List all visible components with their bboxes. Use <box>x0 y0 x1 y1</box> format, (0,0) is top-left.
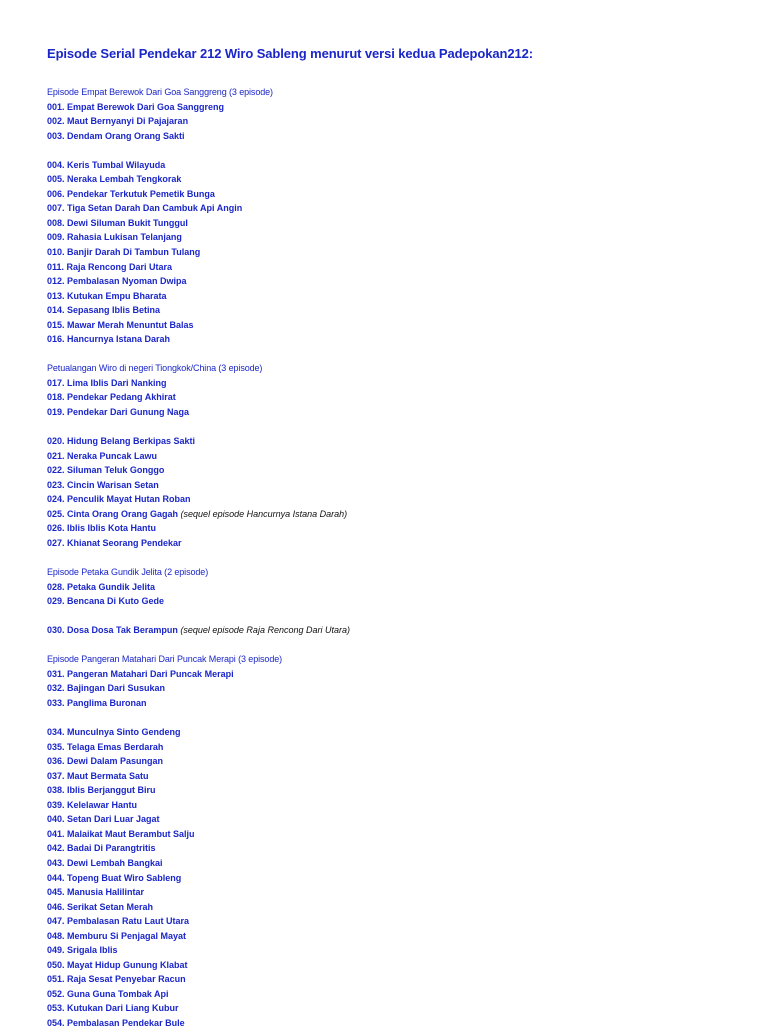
episode-title: 042. Badai Di Parangtritis <box>47 843 156 854</box>
episode-title: 021. Neraka Puncak Lawu <box>47 450 158 461</box>
episode-item <box>47 187 747 202</box>
episode-title: 047. Pembalasan Ratu Laut Utara <box>47 916 190 927</box>
episode-item <box>47 434 747 449</box>
episode-item <box>47 303 747 318</box>
episode-title: 038. Iblis Berjanggut Biru <box>47 785 156 796</box>
episode-title: 022. Siluman Teluk Gonggo <box>47 465 165 476</box>
episode-item <box>47 871 747 886</box>
blank-line <box>47 638 747 653</box>
section-heading-text: Episode Petaka Gundik Jelita (2 episode) <box>47 567 209 578</box>
blank-line <box>47 551 747 566</box>
episode-title: 048. Memburu Si Penjagal Mayat <box>47 930 187 941</box>
episode-item <box>47 929 747 944</box>
episode-title: 016. Hancurnya Istana Darah <box>47 334 171 345</box>
episode-item <box>47 696 747 711</box>
episode-title: 015. Mawar Merah Menuntut Balas <box>47 319 194 330</box>
episode-title: 025. Cinta Orang Orang Gagah <box>47 508 179 519</box>
episode-item <box>47 1001 747 1016</box>
episode-title: 007. Tiga Setan Darah Dan Cambuk Api Angin <box>47 203 243 214</box>
episode-item <box>47 827 747 842</box>
episode-item <box>47 623 747 638</box>
episode-item <box>47 230 747 245</box>
episode-item <box>47 580 747 595</box>
blank-line <box>47 609 747 624</box>
episode-item <box>47 812 747 827</box>
episode-item <box>47 754 747 769</box>
episode-title: 023. Cincin Warisan Setan <box>47 479 159 490</box>
episode-item <box>47 478 747 493</box>
episode-item <box>47 769 747 784</box>
episode-title: 008. Dewi Siluman Bukit Tunggul <box>47 217 188 228</box>
episode-title: 009. Rahasia Lukisan Telanjang <box>47 232 182 243</box>
episode-title: 030. Dosa Dosa Tak Berampun <box>47 625 178 636</box>
episode-item <box>47 216 747 231</box>
episode-item <box>47 841 747 856</box>
episode-item <box>47 536 747 551</box>
episode-title: 006. Pendekar Terkutuk Pemetik Bunga <box>47 188 215 199</box>
episode-title: 054. Pembalasan Pendekar Bule <box>47 1018 185 1028</box>
episode-title: 050. Mayat Hidup Gunung Klabat <box>47 959 188 970</box>
episode-note: (sequel episode Hancurnya Istana Darah) <box>178 508 348 519</box>
episode-item <box>47 172 747 187</box>
episode-title: 041. Malaikat Maut Berambut Salju <box>47 828 195 839</box>
episode-title: 003. Dendam Orang Orang Sakti <box>47 130 185 141</box>
blank-line <box>47 711 747 726</box>
episode-item <box>47 1016 747 1031</box>
episode-title: 002. Maut Bernyanyi Di Pajajaran <box>47 116 189 127</box>
episode-item <box>47 376 747 391</box>
episode-title: 019. Pendekar Dari Gunung Naga <box>47 407 190 418</box>
episode-item <box>47 594 747 609</box>
episode-item <box>47 943 747 958</box>
episode-item <box>47 129 747 144</box>
episode-item <box>47 260 747 275</box>
episode-title: 026. Iblis Iblis Kota Hantu <box>47 523 157 534</box>
episode-item <box>47 740 747 755</box>
episode-item <box>47 507 747 522</box>
episode-title: 033. Panglima Buronan <box>47 697 147 708</box>
episode-note: (sequel episode Raja Rencong Dari Utara) <box>177 625 350 636</box>
section-heading-text: Episode Empat Berewok Dari Goa Sanggreng (3 episode) <box>47 87 273 97</box>
episode-item <box>47 245 747 260</box>
episode-item <box>47 201 747 216</box>
episode-title: 051. Raja Sesat Penyebar Racun <box>47 974 186 985</box>
section-heading <box>47 565 747 580</box>
episode-title: 012. Pembalasan Nyoman Dwipa <box>47 276 187 287</box>
episode-title: 037. Maut Bermata Satu <box>47 770 149 781</box>
episode-title: 040. Setan Dari Luar Jagat <box>47 814 160 825</box>
section-heading-text: Episode Pangeran Matahari Dari Puncak Merapi (3 episode) <box>47 654 283 665</box>
episode-item <box>47 114 747 129</box>
episode-item <box>47 667 747 682</box>
document-title: Episode Serial Pendekar 212 Wiro Sableng menurut versi kedua Padepokan212: <box>47 46 533 61</box>
episode-title: 005. Neraka Lembah Tengkorak <box>47 174 182 185</box>
episode-title: 034. Munculnya Sinto Gendeng <box>47 727 181 738</box>
section-heading <box>47 85 747 100</box>
episode-title: 052. Guna Guna Tombak Api <box>47 988 169 999</box>
episode-title: 018. Pendekar Pedang Akhirat <box>47 392 176 403</box>
episode-title: 044. Topeng Buat Wiro Sableng <box>47 872 182 883</box>
blank-line <box>47 143 747 158</box>
episode-title: 029. Bencana Di Kuto Gede <box>47 596 165 607</box>
section-heading <box>47 652 747 667</box>
episode-title: 028. Petaka Gundik Jelita <box>47 581 156 592</box>
episode-item <box>47 856 747 871</box>
episode-title: 027. Khianat Seorang Pendekar <box>47 537 182 548</box>
episode-item <box>47 332 747 347</box>
episode-item <box>47 100 747 115</box>
episode-item <box>47 900 747 915</box>
episode-title: 049. Srigala Iblis <box>47 945 118 956</box>
episode-title: 039. Kelelawar Hantu <box>47 799 138 810</box>
blank-line <box>47 420 747 435</box>
episode-item <box>47 914 747 929</box>
episode-title: 001. Empat Berewok Dari Goa Sanggreng <box>47 101 225 112</box>
episode-title: 035. Telaga Emas Berdarah <box>47 741 164 752</box>
section-heading-text: Petualangan Wiro di negeri Tiongkok/China (3 episode) <box>47 363 263 374</box>
episode-item <box>47 783 747 798</box>
episode-title: 024. Penculik Mayat Hutan Roban <box>47 494 191 505</box>
section-heading <box>47 361 747 376</box>
episode-title: 032. Bajingan Dari Susukan <box>47 683 166 694</box>
episode-title: 004. Keris Tumbal Wilayuda <box>47 159 166 170</box>
episode-item <box>47 958 747 973</box>
episode-item <box>47 318 747 333</box>
episode-item <box>47 798 747 813</box>
episode-title: 045. Manusia Halilintar <box>47 887 145 898</box>
episode-item <box>47 289 747 304</box>
episode-item <box>47 463 747 478</box>
episode-item <box>47 449 747 464</box>
episode-list <box>47 85 747 1031</box>
episode-title: 013. Kutukan Empu Bharata <box>47 290 167 301</box>
episode-item <box>47 158 747 173</box>
blank-line <box>47 347 747 362</box>
episode-title: 020. Hidung Belang Berkipas Sakti <box>47 436 196 447</box>
episode-title: 010. Banjir Darah Di Tambun Tulang <box>47 247 201 258</box>
episode-title: 046. Serikat Setan Merah <box>47 901 154 912</box>
episode-item <box>47 492 747 507</box>
episode-item <box>47 972 747 987</box>
episode-title: 031. Pangeran Matahari Dari Puncak Merapi <box>47 668 234 679</box>
episode-item <box>47 725 747 740</box>
episode-title: 014. Sepasang Iblis Betina <box>47 305 161 316</box>
episode-title: 017. Lima Iblis Dari Nanking <box>47 377 167 388</box>
episode-item <box>47 885 747 900</box>
episode-title: 036. Dewi Dalam Pasungan <box>47 756 164 767</box>
episode-title: 011. Raja Rencong Dari Utara <box>47 261 173 272</box>
episode-item <box>47 274 747 289</box>
episode-item <box>47 521 747 536</box>
episode-item <box>47 405 747 420</box>
episode-item <box>47 681 747 696</box>
episode-title: 043. Dewi Lembah Bangkai <box>47 857 163 868</box>
episode-title: 053. Kutukan Dari Liang Kubur <box>47 1003 179 1014</box>
episode-item <box>47 987 747 1002</box>
episode-item <box>47 390 747 405</box>
